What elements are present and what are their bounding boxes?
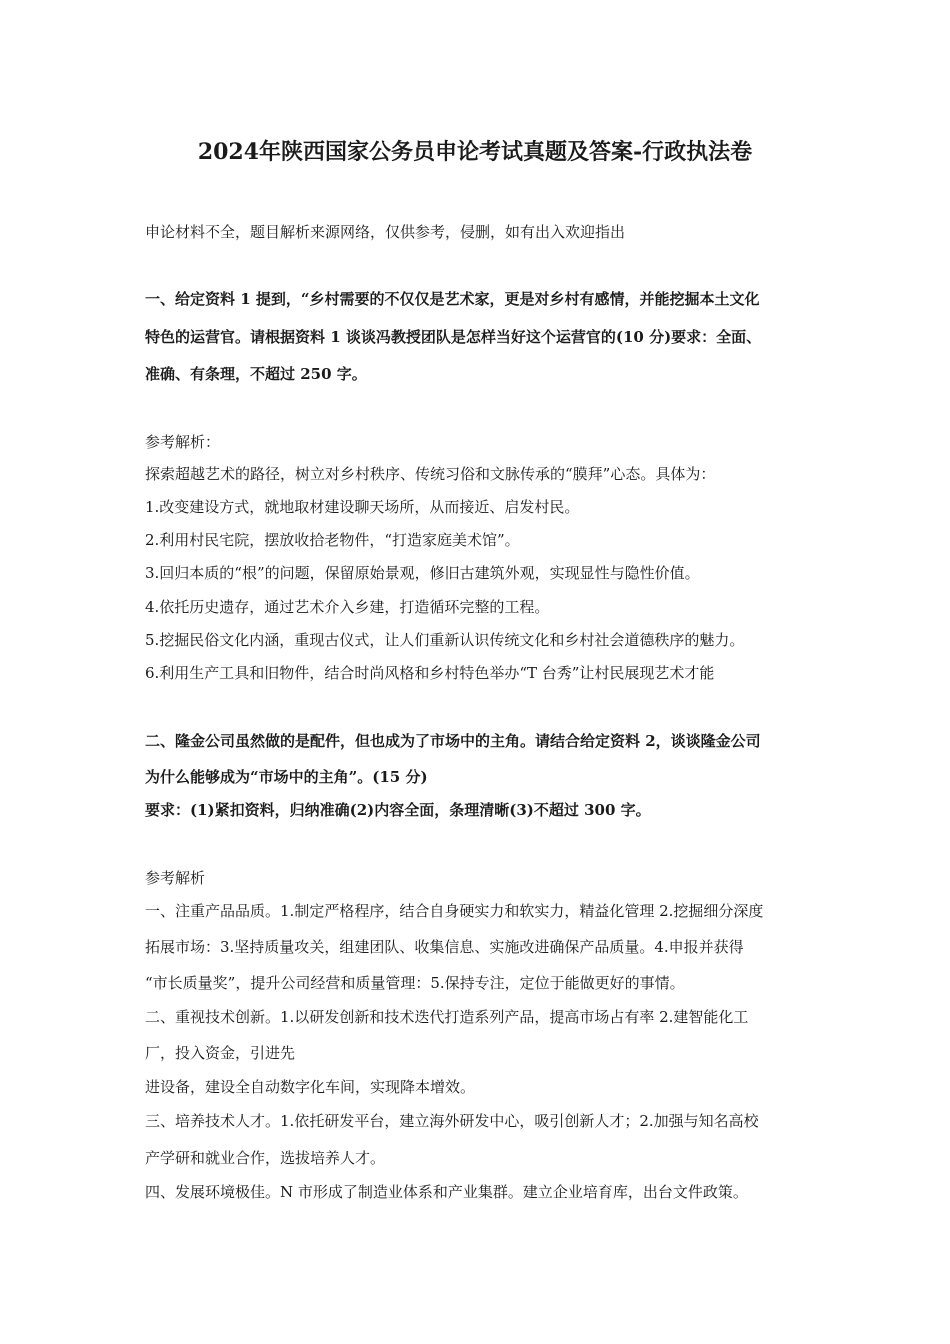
answer-1-line: 2.利用村民宅院，摆放收拾老物件，“打造家庭美术馆”。	[145, 531, 520, 549]
answer-1-line: 3.回归本质的“根”的问题，保留原始景观，修旧古建筑外观，实现显性与隐性价值。	[145, 564, 700, 582]
answer-1-line: 4.依托历史遗存，通过艺术介入乡建，打造循环完整的工程。	[145, 598, 550, 616]
question-2-requirements: 要求：(1)紧扣资料，归纳准确(2)内容全面，条理清晰(3)不超过 300 字。	[145, 801, 651, 819]
answer-2-heading: 参考解析	[145, 869, 206, 887]
page-title: 2024年陕西国家公务员申论考试真题及答案-行政执法卷	[197, 139, 753, 165]
answer-2-line: 二、重视技术创新。1.以研发创新和技术迭代打造系列产品，提高市场占有率 2.建智能化工	[145, 1008, 749, 1026]
question-1-line: 一、给定资料 1 提到，“乡村需要的不仅仅是艺术家，更是对乡村有感情，并能挖掘本土文化	[145, 290, 760, 308]
question-1-line: 特色的运营官。请根据资料 1 谈谈冯教授团队是怎样当好这个运营官的(10 分)要求：全面、	[145, 328, 762, 346]
intro-note: 申论材料不全，题目解析来源网络，仅供参考，侵删，如有出入欢迎指出	[145, 223, 626, 241]
answer-2-line: 厂，投入资金，引进先	[145, 1044, 296, 1062]
answer-1-heading: 参考解析：	[145, 433, 221, 451]
question-2-line: 二、隆金公司虽然做的是配件，但也成为了市场中的主角。请结合给定资料 2，谈谈隆金公司	[145, 732, 761, 750]
answer-1-line: 5.挖掘民俗文化内涵，重现古仪式，让人们重新认识传统文化和乡村社会道德秩序的魅力。	[145, 631, 745, 649]
answer-1-line: 1.改变建设方式，就地取材建设聊天场所，从而接近、启发村民。	[145, 498, 580, 516]
answer-2-line: 一、注重产品品质。1.制定严格程序，结合自身硬实力和软实力，精益化管理 2.挖掘细分深度	[145, 902, 764, 920]
answer-2-line: 进设备，建设全自动数字化车间，实现降本增效。	[145, 1078, 476, 1096]
question-2-line: 为什么能够成为“市场中的主角”。(15 分)	[145, 768, 428, 786]
answer-2-line: 拓展市场：3.坚持质量攻关，组建团队、收集信息、实施改进确保产品质量。4.申报并获得	[145, 938, 744, 956]
answer-2-line: “市长质量奖”，提升公司经营和质量管理：5.保持专注，定位于能做更好的事情。	[145, 974, 685, 992]
answer-1-line: 6.利用生产工具和旧物件，结合时尚风格和乡村特色举办“T 台秀”让村民展现艺术才能	[145, 664, 715, 682]
answer-2-line: 三、培养技术人才。1.依托研发平台，建立海外研发中心，吸引创新人才；2.加强与知名高校	[145, 1112, 759, 1130]
answer-2-line: 产学研和就业合作，选拔培养人才。	[145, 1149, 386, 1167]
answer-1-line: 探索超越艺术的路径，树立对乡村秩序、传统习俗和文脉传承的“膜拜”心态。具体为：	[145, 465, 716, 483]
answer-2-line: 四、发展环境极佳。N 市形成了制造业体系和产业集群。建立企业培育库，出台文件政策。	[145, 1183, 748, 1201]
question-1-line: 准确、有条理，不超过 250 字。	[145, 365, 367, 383]
